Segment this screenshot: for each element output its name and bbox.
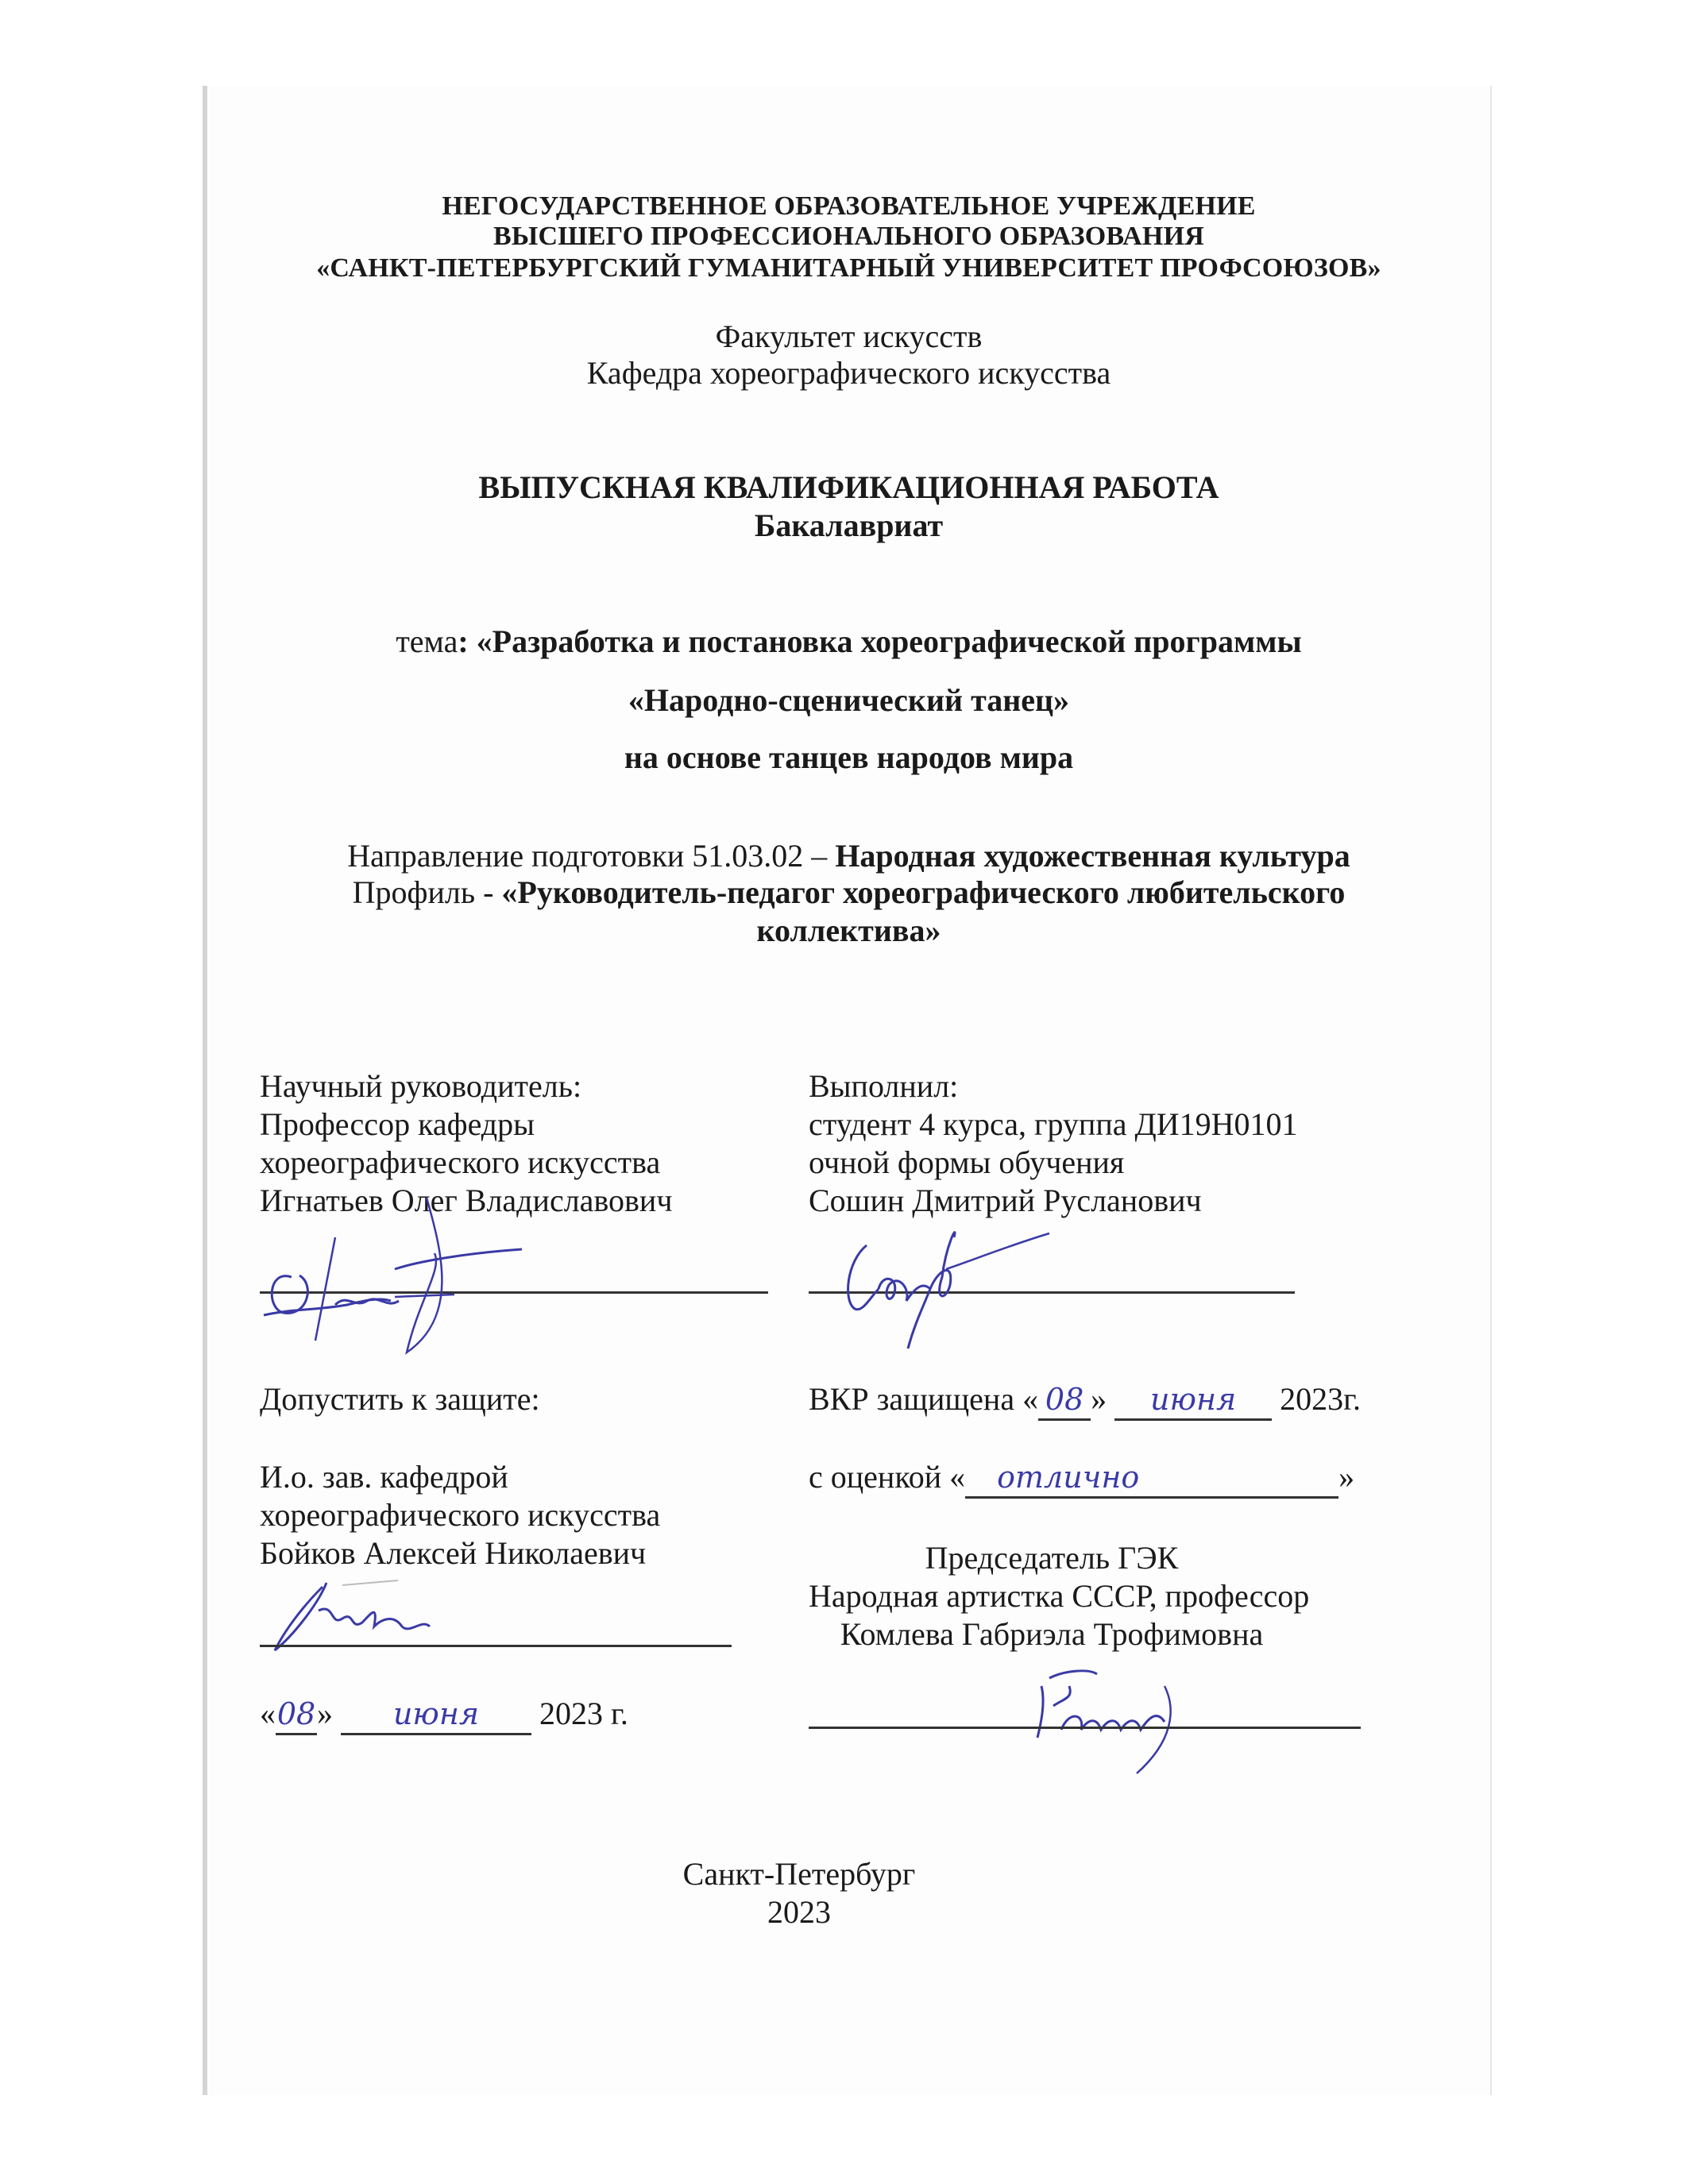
student-name: Сошин Дмитрий Русланович [809,1183,1202,1218]
topic-line-1 [207,623,1490,661]
supervisor-position-1: Профессор кафедры [260,1106,535,1142]
direction-value: Народная художественная культура [835,838,1350,874]
defense-close: » [1091,1381,1107,1417]
admission-date-day: 08 [276,1695,317,1735]
admission-date-close: » [317,1696,333,1731]
direction-label: Направление подготовки 51.03.02 – [347,838,836,874]
commission-title: Председатель ГЭК [925,1540,1179,1576]
work-type: ВЫПУСКНАЯ КВАЛИФИКАЦИОННАЯ РАБОТА [478,469,1219,505]
institution-level: ВЫСШЕГО ПРОФЕССИОНАЛЬНОГО ОБРАЗОВАНИЯ [493,222,1204,251]
supervisor-title: Научный руководитель: [260,1068,582,1104]
profile-line-2: коллектива» [756,913,941,948]
defense-date [809,1380,1361,1421]
admission-position-1: И.о. зав. кафедрой [260,1459,508,1495]
document-page [203,86,1492,2095]
admission-date-month: июня [341,1695,531,1735]
commission-signature [1018,1662,1224,1777]
admission-signature [263,1571,469,1670]
admission-title: Допустить к защите: [260,1381,540,1417]
defense-day: 08 [1038,1380,1091,1421]
department: Кафедра хореографического искусства [586,355,1111,391]
city: Санкт-Петербург [682,1856,916,1892]
admission-date-year: 2023 г. [539,1696,628,1731]
defense-grade [809,1458,1354,1499]
defense-label: ВКР защищена « [809,1381,1039,1417]
admission-signature-line [260,1645,732,1647]
topic-title-1: : «Разработка и постановка хореографической программы [458,623,1302,659]
profile-value: «Руководитель-педагог хореографического любительского [501,874,1346,910]
topic-prefix: тема [396,623,458,659]
defense-year: 2023г. [1280,1381,1361,1417]
supervisor-position-2: хореографического искусства [260,1144,661,1180]
commission-signature-line [809,1727,1361,1729]
supervisor-name: Игнатьев Олег Владиславович [260,1183,673,1218]
grade-value: отлично [965,1458,1338,1499]
admission-date-open: « [260,1696,276,1731]
year: 2023 [767,1894,831,1930]
topic-line-2: «Народно-сценический танец» [628,682,1070,718]
faculty: Факультет искусств [715,318,983,354]
student-title: Выполнил: [809,1068,959,1104]
admission-head-name: Бойков Алексей Николаевич [260,1535,647,1571]
direction [207,837,1490,875]
grade-close: » [1338,1459,1355,1495]
defense-month: июня [1114,1380,1272,1421]
degree: Бакалавриат [754,507,944,543]
grade-label: с оценкой « [809,1459,966,1495]
admission-position-2: хореографического искусства [260,1497,661,1533]
supervisor-signature [260,1221,617,1368]
admission-date [260,1695,628,1735]
commission-chair-name: Комлева Габриэла Трофимовна [840,1616,1264,1652]
commission-position: Народная артистка СССР, профессор [809,1578,1310,1614]
student-study-form: очной формы обучения [809,1144,1125,1180]
university-name: «САНКТ-ПЕТЕРБУРГСКИЙ ГУМАНИТАРНЫЙ УНИВЕРСИТЕТ ПРОФСОЮЗОВ» [316,253,1381,283]
student-signature [835,1214,1113,1376]
student-course-group: студент 4 курса, группа ДИ19Н0101 [809,1106,1298,1142]
institution-type: НЕГОСУДАРСТВЕННОЕ ОБРАЗОВАТЕЛЬНОЕ УЧРЕЖДЕНИЕ [442,191,1256,221]
profile [207,874,1490,912]
profile-label: Профиль - [352,874,502,910]
topic-line-3: на основе танцев народов мира [624,739,1074,775]
